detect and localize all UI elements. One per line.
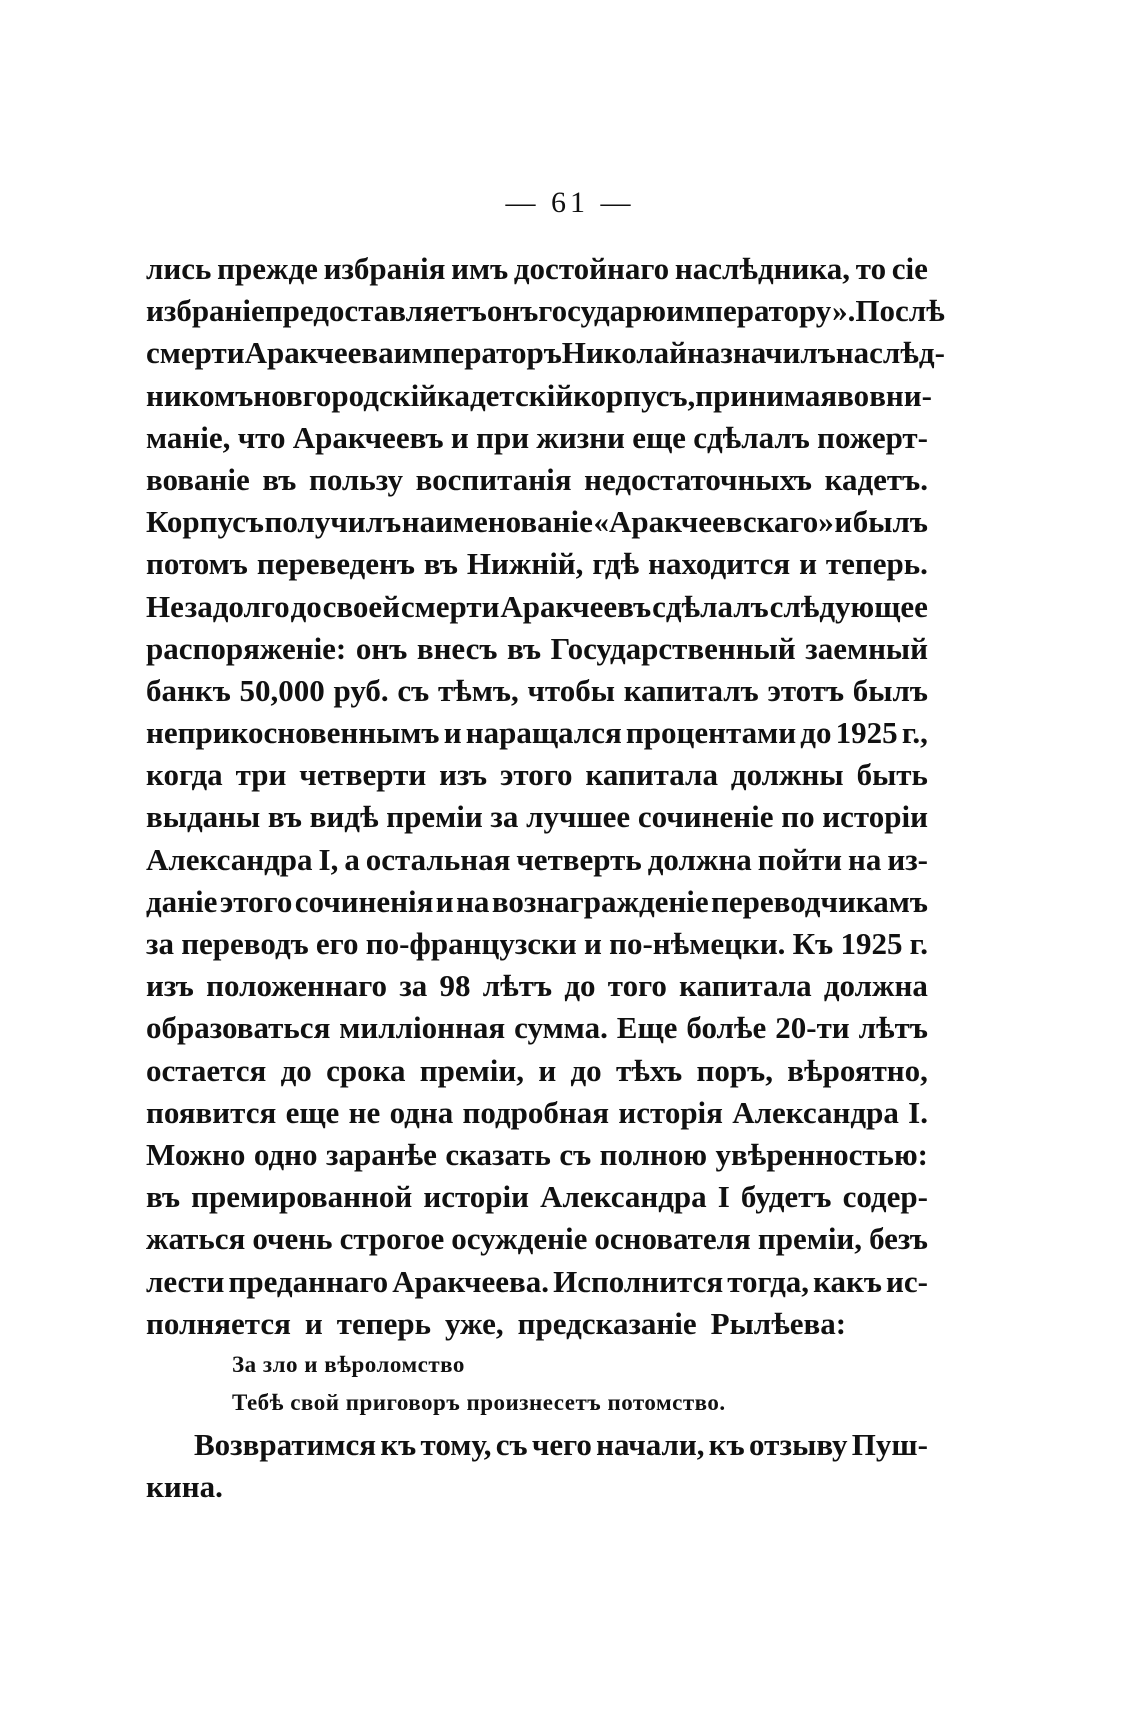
text-line: когда три четверти изъ этого капитала должны быть [146,757,928,793]
text-line: смерти Аракчеева императоръ Николай назначилъ наслѣд- [146,335,945,371]
text-line: за переводъ его по-французски и по-нѣмецки. Къ 1925 г. [146,926,928,961]
text-line: Александра I, а остальная четверть должна пойти на из- [146,841,928,877]
text-line: вованіе въ пользу воспитанія недостаточныхъ кадетъ. [146,461,928,497]
verse-line-2: Тебѣ свой приговоръ произнесетъ потомство. [232,1390,726,1415]
text-line: лести преданнаго Аракчеева. Исполнится тогда, какъ ис- [146,1263,928,1299]
closing-paragraph [146,1424,928,1508]
text-line: никомъ новгородскій кадетскій корпусъ, принимая во вни- [146,377,932,413]
verse-line-1: За зло и вѣроломство [232,1352,465,1377]
text-line: жаться очень строгое осужденіе основателя преміи, безъ [146,1221,928,1257]
text-line: Можно одно заранѣе сказать съ полною увѣренностью: [146,1136,928,1172]
text-line: появится еще не одна подробная исторія Александра I. [146,1094,928,1130]
page-number: — 61 — [505,186,635,219]
text-line: Возвратимся къ тому, съ чего начали, къ отзыву Пуш- [194,1427,928,1462]
text-line: распоряженіе: онъ внесъ въ Государственный заемный [146,630,928,666]
text-line: избраніе предоставляетъ онъ государю императору». Послѣ [146,293,945,329]
text-line: полняется и теперь уже, предсказаніе Рылѣева: [146,1305,847,1341]
main-paragraph [146,248,945,1345]
text-line: кина. [146,1469,223,1505]
text-line: остается до срока преміи, и до тѣхъ поръ, вѣроятно, [146,1052,928,1088]
text-line: лись прежде избранія имъ достойнаго наслѣдника, то сіе [146,251,928,286]
text-line: Не задолго до своей смерти Аракчеевъ сдѣлалъ слѣдующее [146,588,928,624]
text-line: неприкосновеннымъ и наращался процентами до 1925 г., [146,715,928,751]
text-line: изъ положеннаго за 98 лѣтъ до того капитала должна [146,968,928,1004]
text-line: Корпусъ получилъ наименованіе «Аракчеевскаго» и былъ [146,504,928,540]
text-line: банкъ 50,000 руб. съ тѣмъ, чтобы капиталъ этотъ былъ [146,672,928,708]
text-line: образоваться милліонная сумма. Еще болѣе 20-ти лѣтъ [146,1010,928,1046]
text-line: маніе, что Аракчеевъ и при жизни еще сдѣлалъ пожерт- [146,419,928,455]
text-line: даніе этого сочиненія и на вознагражденіе переводчикамъ [146,883,928,919]
text-line: въ премированной исторіи Александра I будетъ содер- [146,1179,928,1215]
text-line: потомъ переведенъ въ Нижній, гдѣ находится и теперь. [146,546,928,582]
text-line: выданы въ видѣ преміи за лучшее сочиненіе по исторіи [146,799,928,835]
